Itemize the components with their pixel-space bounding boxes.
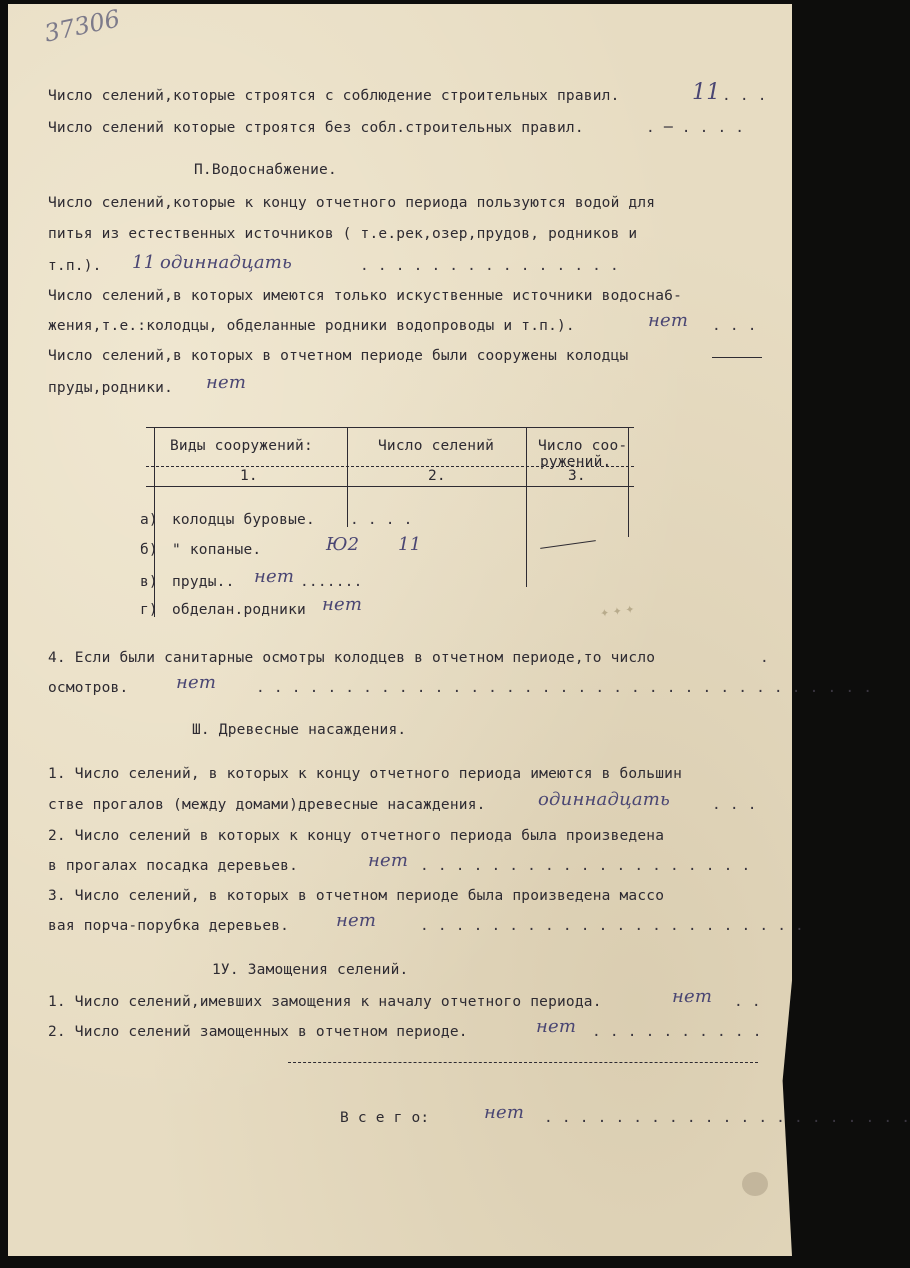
paving-item-1-handwritten: нет — [672, 986, 713, 1007]
building-line-1-dots: . . . — [722, 88, 767, 104]
paving-item-1: 1. Число селений,имевших замощения к началу отчетного периода. — [48, 994, 602, 1010]
building-line-1-handwritten: 11 — [692, 80, 721, 105]
table-row-handwritten: Ю2 — [326, 534, 360, 555]
table-row-handwritten: нет — [254, 566, 295, 587]
trees-item-3-line-1: 3. Число селений, в которых в отчетном периоде была произведена массо — [48, 888, 665, 904]
table-row-mark: б) — [140, 542, 158, 558]
table-row-mark: г) — [140, 602, 158, 618]
ink-blot — [742, 1172, 768, 1196]
building-line-2-dots: . ─ . . . . — [646, 120, 745, 136]
water-p1-line-3: т.п.). — [48, 258, 102, 274]
table-col-number-1: 1. — [240, 468, 258, 484]
trees-item-2-line-1: 2. Число селений в которых к концу отчетного периода была произведена — [48, 828, 665, 844]
trees-item-3-line-2: вая порча-порубка деревьев. — [48, 918, 290, 934]
table-row-dots: ....... — [300, 574, 363, 590]
water-p1-line-2: питья из естественных источников ( т.е.рек,озер,прудов, родников и — [48, 226, 638, 242]
table-row-label: пруды.. — [172, 574, 235, 590]
water-p2-line-2: жения,т.е.:колодцы, обделанные родники водопроводы и т.п.). — [48, 318, 575, 334]
inspection-line-1: 4. Если были санитарные осмотры колодцев в отчетном периоде,то число — [48, 650, 656, 666]
table-numbers-rule — [146, 486, 634, 487]
inspection-dots: . . . . . . . . . . . . . . . . . . . . . . . . . . . . . . . . . . . — [256, 680, 873, 696]
paving-item-1-dots: . . — [734, 994, 761, 1010]
table-col-line-4 — [628, 427, 629, 537]
paving-heading: 1У. Замощения селений. — [212, 962, 409, 978]
trees-item-1-line-2: стве прогалов (между домами)древесные насаждения. — [48, 797, 486, 813]
trees-heading: Ш. Древесные насаждения. — [192, 722, 407, 738]
trees-item-2-handwritten: нет — [368, 850, 409, 871]
trees-item-2-line-2: в прогалах посадка деревьев. — [48, 858, 299, 874]
table-row-dots: . . . . — [350, 512, 413, 528]
table-row-mark: в) — [140, 574, 158, 590]
total-separator — [288, 1062, 758, 1063]
total-handwritten: нет — [484, 1102, 525, 1123]
water-p3-handwritten: нет — [206, 372, 247, 393]
trees-item-3-dots: . . . . . . . . . . . . . . . . . . . . . . — [420, 918, 804, 934]
water-p1-dots: . . . . . . . . . . . . . . . — [360, 258, 619, 274]
table-col-line-2 — [347, 427, 348, 527]
paving-item-2: 2. Число селений замощенных в отчетном периоде. — [48, 1024, 468, 1040]
table-col-number-3: 3. — [568, 468, 586, 484]
inspection-handwritten: нет — [176, 672, 217, 693]
water-p2-handwritten: нет — [648, 310, 689, 331]
table-col-number-2: 2. — [428, 468, 446, 484]
water-p2-dots: . . . — [712, 318, 757, 334]
trees-item-3-handwritten: нет — [336, 910, 377, 931]
table-row-label: обделан.родники — [172, 602, 306, 618]
building-line-2: Число селений которые строятся без собл.строительных правил. — [48, 120, 584, 136]
trees-item-1-line-1: 1. Число селений, в которых к концу отчетного периода имеются в большин — [48, 766, 683, 782]
table-row-handwritten: нет — [322, 594, 363, 615]
trees-item-1-dots: . . . — [712, 797, 757, 813]
water-p3-line-1: Число селений,в которых в отчетном периоде были сооружены колодцы — [48, 348, 629, 364]
paving-item-2-dots: . . . . . . . . . . — [592, 1024, 762, 1040]
water-p3-line-2: пруды,родники. — [48, 380, 174, 396]
water-p1-line-1: Число селений,которые к концу отчетного периода пользуются водой для — [48, 195, 656, 211]
document-page — [8, 4, 792, 1256]
table-header-types: Виды сооружений: — [170, 438, 313, 454]
faded-stamp: ✦ ✦ ✦ — [599, 602, 636, 621]
table-row-label: " копаные. — [172, 542, 262, 558]
inspection-line-1-dot: . — [760, 650, 769, 666]
total-dots: . . . . . . . . . . . . . . . . . . . . . — [544, 1110, 910, 1126]
inspection-line-2: осмотров. — [48, 680, 129, 696]
table-row-mark: а) — [140, 512, 158, 528]
paving-item-2-handwritten: нет — [536, 1016, 577, 1037]
table-top-rule — [146, 427, 634, 428]
table-header-structures-2: ружений. — [540, 454, 612, 470]
table-row-label: колодцы буровые. — [172, 512, 315, 528]
water-p1-handwritten-number: 11 — [132, 252, 156, 273]
water-heading: П.Водоснабжение. — [194, 162, 337, 178]
water-p3-rule — [712, 357, 762, 358]
trees-item-2-dots: . . . . . . . . . . . . . . . . . . . — [420, 858, 751, 874]
archive-number: 37306 — [41, 4, 123, 48]
total-label: В с е г о: — [340, 1110, 430, 1126]
table-header-structures-1: Число соо- — [538, 438, 628, 454]
building-line-1: Число селений,которые строятся с соблюдение строительных правил. — [48, 88, 620, 104]
table-header-settlements: Число селений — [378, 438, 495, 454]
table-col-line-3 — [526, 427, 527, 587]
water-p2-line-1: Число селений,в которых имеются только искуственные источники водосна6- — [48, 288, 683, 304]
trees-item-1-handwritten: одиннадцать — [538, 789, 671, 810]
table-row-count-handwritten: 11 — [398, 534, 422, 555]
water-p1-handwritten-word: одиннадцать — [160, 252, 293, 273]
